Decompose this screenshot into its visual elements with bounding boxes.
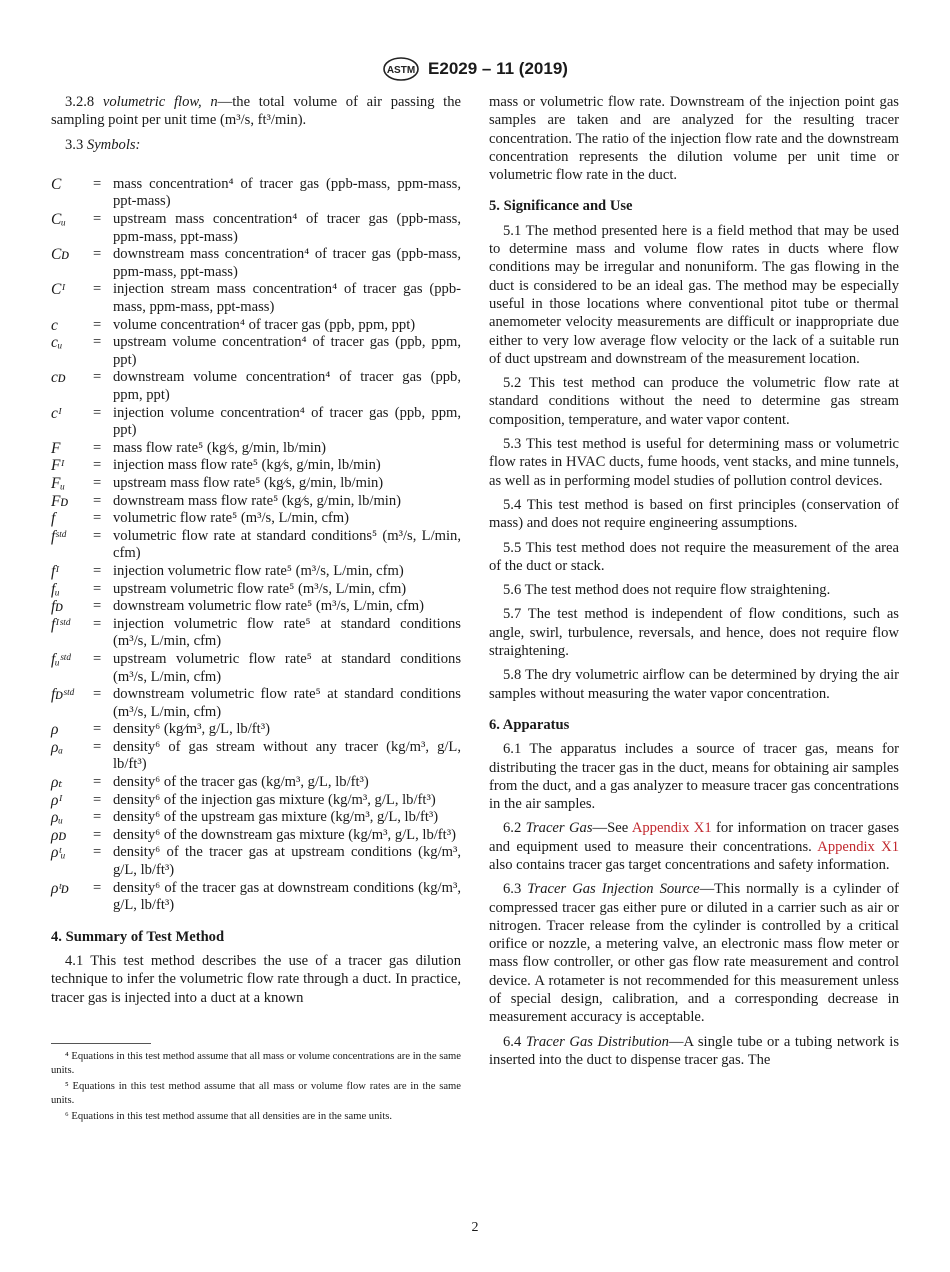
- paragraph-5-4: 5.4 This test method is based on first principles (conservation of mass) and does not require engineering assumptions.: [489, 496, 899, 532]
- symbol-row: [51, 176, 461, 211]
- symbol-row: [51, 774, 461, 792]
- symbol-definition: injection stream mass concentration⁴ of tracer gas (ppb-mass, ppm-mass, ppt-mass): [113, 281, 461, 316]
- symbol-row: [51, 317, 461, 335]
- symbol-equals: =: [93, 439, 102, 456]
- symbol-name: C: [51, 175, 62, 193]
- symbol-definition: injection volumetric flow rate⁵ (m³/s, L/min, cfm): [113, 562, 404, 579]
- symbol-definition: volume concentration⁴ of tracer gas (ppb, ppm, ppt): [113, 316, 416, 333]
- symbol-equals: =: [93, 281, 102, 298]
- symbol-row: [51, 475, 461, 493]
- paragraph-4-1: 4.1 This test method describes the use of a tracer gas dilution technique to infer the volumetric flow rate through a duct. In practice, tracer gas is injected into a duct at a known: [51, 953, 461, 1006]
- symbol-row: [51, 510, 461, 528]
- symbol-row: [51, 809, 461, 827]
- symbol-name: ρᵤ: [51, 809, 63, 827]
- symbol-definition: density⁶ of the tracer gas at downstream conditions (kg/m³, g/L, lb/ft³): [113, 879, 461, 914]
- symbol-name: Fᴅ: [51, 492, 69, 510]
- symbol-equals: =: [93, 686, 102, 703]
- symbol-definition: density⁶ of the downstream gas mixture (kg/m³, g/L, lb/ft³): [113, 826, 456, 843]
- symbol-equals: =: [93, 562, 102, 579]
- symbol-row: [51, 880, 461, 915]
- symbol-definition: upstream volumetric flow rate⁵ at standard conditions (m³/s, L/min, cfm): [113, 650, 461, 685]
- symbol-row: [51, 721, 461, 739]
- paragraph-5-2: 5.2 This test method can produce the volumetric flow rate at standard conditions without the need to determine gas stream composition, temperature, and water vapor content.: [489, 375, 899, 428]
- symbol-name: ρ: [51, 721, 59, 739]
- symbol-name: fᴅˢᵗᵈ: [51, 686, 74, 704]
- symbol-name: ρᴅ: [51, 826, 67, 844]
- symbol-row: [51, 369, 461, 404]
- symbol-name: ρᵗᴅ: [51, 879, 69, 897]
- left-column: [51, 93, 461, 1127]
- symbol-name: fᵤˢᵗᵈ: [51, 650, 71, 668]
- symbol-name: fᴵˢᵗᵈ: [51, 615, 71, 633]
- symbols-list: [51, 176, 461, 915]
- paragraph-4-1-continued: mass or volumetric flow rate. Downstream of the injection point gas samples are taken and are analyzed for the resulting tracer concentration. The ratio of the injection flow rate and the downstream concentration represents the dilution volume per unit time or volumetric flow rate in the duct.: [489, 94, 899, 184]
- symbol-equals: =: [93, 527, 102, 544]
- symbol-row: [51, 457, 461, 475]
- symbol-name: ρᵗᵤ: [51, 844, 66, 862]
- footnote-divider: [51, 1043, 151, 1044]
- symbol-definition: upstream volume concentration⁴ of tracer gas (ppb, ppm, ppt): [113, 334, 461, 368]
- page-header: [0, 57, 950, 81]
- symbol-row: [51, 246, 461, 281]
- footnote-5: ⁵ Equations in this test method assume that all mass or volume flow rates are in the same units.: [51, 1081, 461, 1106]
- symbol-definition: injection mass flow rate⁵ (kg⁄s, g/min, lb/min): [113, 457, 381, 474]
- paragraph-3-3: 3.3 Symbols:: [65, 136, 141, 153]
- symbol-equals: =: [93, 721, 102, 738]
- symbol-equals: =: [93, 211, 102, 228]
- symbol-definition: mass flow rate⁵ (kg⁄s, g/min, lb/min): [113, 439, 327, 456]
- symbol-name: Cᴅ: [51, 246, 70, 264]
- symbol-name: ρᴵ: [51, 791, 63, 809]
- symbol-definition: downstream volumetric flow rate⁵ (m³/s, L/min, cfm): [113, 598, 424, 615]
- symbol-equals: =: [93, 369, 102, 386]
- symbol-row: [51, 281, 461, 316]
- symbol-row: [51, 581, 461, 599]
- footnote-4: ⁴ Equations in this test method assume that all mass or volume concentrations are in the same units.: [51, 1051, 461, 1076]
- paragraph-5-8: 5.8 The dry volumetric airflow can be determined by drying the air samples without measuring the water vapor concentration.: [489, 667, 899, 702]
- symbol-name: fᵤ: [51, 580, 60, 598]
- astm-logo-icon: [382, 57, 420, 81]
- symbol-equals: =: [93, 598, 102, 615]
- symbol-definition: upstream volumetric flow rate⁵ (m³/s, L/min, cfm): [113, 580, 407, 597]
- symbol-equals: =: [93, 580, 102, 597]
- symbol-name: c: [51, 316, 58, 334]
- symbol-definition: density⁶ of the upstream gas mixture (kg/m³, g/L, lb/ft³): [113, 809, 439, 826]
- paragraph-5-5: 5.5 This test method does not require the measurement of the area of the duct or stack.: [489, 539, 899, 574]
- symbol-equals: =: [93, 175, 102, 192]
- paragraph-6-1: 6.1 The apparatus includes a source of tracer gas, means for distributing the tracer gas in the duct, means for obtaining air samples from the duct, and a gas analyzer to measure tracer gas concentrations in the air samples.: [489, 741, 899, 813]
- symbol-definition: downstream mass concentration⁴ of tracer gas (ppb-mass, ppm-mass, ppt-mass): [113, 246, 461, 280]
- symbol-name: ρₐ: [51, 738, 63, 756]
- symbol-equals: =: [93, 791, 102, 808]
- symbol-definition: downstream volume concentration⁴ of tracer gas (ppb, ppm, ppt): [113, 369, 461, 404]
- document-id: E2029 – 11 (2019): [428, 59, 568, 78]
- symbol-definition: density⁶ (kg⁄m³, g/L, lb/ft³): [113, 721, 270, 738]
- symbol-equals: =: [93, 809, 102, 826]
- right-column: [489, 93, 899, 1075]
- symbol-row: [51, 334, 461, 369]
- symbol-row: [51, 211, 461, 246]
- symbol-equals: =: [93, 246, 102, 263]
- symbol-name: f: [51, 510, 56, 528]
- section-4-heading: 4. Summary of Test Method: [51, 928, 225, 945]
- symbol-definition: upstream mass flow rate⁵ (kg⁄s, g/min, lb/min): [113, 474, 384, 491]
- appendix-x1-link[interactable]: Appendix X1: [631, 820, 712, 837]
- symbol-definition: upstream mass concentration⁴ of tracer gas (ppb-mass, ppm-mass, ppt-mass): [113, 211, 461, 245]
- symbol-equals: =: [93, 474, 102, 491]
- paragraph-3-2-8: 3.2.8 volumetric flow, n—the total volume of air passing the sampling point per unit time (m³/s, ft³/min).: [51, 94, 461, 129]
- symbol-definition: density⁶ of gas stream without any tracer (kg/m³, g/L, lb/ft³): [113, 738, 461, 773]
- paragraph-5-7: 5.7 The test method is independent of flow conditions, such as angle, swirl, turbulence, reversals, and hence, does not require flow straightening.: [489, 606, 899, 660]
- symbol-definition: density⁶ of the tracer gas (kg/m³, g/L, lb/ft³): [113, 774, 369, 791]
- symbol-row: [51, 739, 461, 774]
- paragraph-5-3: 5.3 This test method is useful for determining mass or volumetric flow rates in HVAC ducts, fume hoods, vent stacks, and mine tunnels, as well as in performing model studies of pollution control devices.: [489, 436, 899, 489]
- symbol-definition: downstream mass flow rate⁵ (kg⁄s, g/min, lb/min): [113, 492, 402, 509]
- svg-text:ASTM: ASTM: [386, 65, 416, 76]
- symbol-name: fˢᵗᵈ: [51, 527, 66, 545]
- symbol-row: [51, 598, 461, 616]
- symbol-name: fᴵ: [51, 562, 60, 580]
- symbol-definition: mass concentration⁴ of tracer gas (ppb-mass, ppm-mass, ppt-mass): [113, 175, 461, 210]
- symbol-definition: injection volume concentration⁴ of tracer gas (ppb, ppm, ppt): [113, 404, 461, 439]
- paragraph-5-1: 5.1 The method presented here is a field method that may be used to determine mass and volume flow rates in ducts where flow conditions may be irregular and nonuniform. The gas flowing in the duct is considered to be an ideal gas. The method may be especially useful in those locations where conventional pitot tube or thermal anemometer velocity measurements are difficult or inappropriate due either to very low average flow velocity or the lack of a suitable run of duct upstream and downstream of the measurement location.: [489, 222, 899, 367]
- symbol-name: Fᴵ: [51, 457, 65, 475]
- paragraph-6-4: 6.4 Tracer Gas Distribution—A single tube or a tubing network is inserted into the duct to dispense tracer gas. The: [489, 1033, 900, 1068]
- symbol-row: [51, 827, 461, 845]
- section-6-heading: 6. Apparatus: [489, 716, 570, 733]
- symbol-row: [51, 563, 461, 581]
- symbol-name: Fᵤ: [51, 474, 66, 492]
- symbol-row: [51, 528, 461, 563]
- symbol-equals: =: [93, 844, 102, 861]
- symbol-definition: injection volumetric flow rate⁵ at standard conditions (m³/s, L/min, cfm): [113, 615, 461, 650]
- symbol-name: cᵤ: [51, 334, 63, 352]
- symbol-equals: =: [93, 615, 102, 632]
- symbol-row: [51, 616, 461, 651]
- symbol-equals: =: [93, 650, 102, 667]
- symbol-definition: volumetric flow rate at standard conditions⁵ (m³/s, L/min, cfm): [113, 527, 461, 562]
- symbol-equals: =: [93, 492, 102, 509]
- section-5-heading: 5. Significance and Use: [489, 198, 633, 215]
- symbol-equals: =: [93, 738, 102, 755]
- symbol-row: [51, 440, 461, 458]
- symbol-row: [51, 493, 461, 511]
- symbol-equals: =: [93, 879, 102, 896]
- symbol-definition: downstream volumetric flow rate⁵ at standard conditions (m³/s, L/min, cfm): [113, 686, 461, 720]
- symbol-name: F: [51, 439, 61, 457]
- symbol-equals: =: [93, 826, 102, 843]
- symbol-definition: density⁶ of the injection gas mixture (kg/m³, g/L, lb/ft³): [113, 791, 436, 808]
- term-volumetric-flow: volumetric flow, n: [102, 94, 218, 110]
- symbol-row: [51, 651, 461, 686]
- paragraph-5-6: 5.6 The test method does not require flow straightening.: [503, 582, 831, 599]
- footnote-6: ⁶ Equations in this test method assume that all densities are in the same units.: [65, 1111, 393, 1123]
- symbol-equals: =: [93, 457, 102, 474]
- symbol-row: [51, 844, 461, 879]
- symbol-name: Cᵤ: [51, 211, 66, 229]
- symbol-row: [51, 686, 461, 721]
- symbol-equals: =: [93, 404, 102, 421]
- symbol-equals: =: [93, 316, 102, 333]
- paragraph-6-3: 6.3 Tracer Gas Injection Source—This normally is a cylinder of compressed tracer gas either pure or diluted in a carrier such as air or nitrogen. Tracer release from the cylinder is controlled by a critical orifice or nozzle, a metering valve, an electronic mass flow meter or mass flow controller, or other gas flow rate measurement and control device. A rotameter is not recommended for this measurement unless of special design, calibration, and a corresponding decrease in measurement accuracy is acceptable.: [489, 881, 900, 1026]
- symbol-definition: volumetric flow rate⁵ (m³/s, L/min, cfm): [113, 510, 350, 527]
- symbol-name: cᴵ: [51, 404, 62, 422]
- symbol-name: cᴅ: [51, 369, 66, 387]
- symbol-name: fᴅ: [51, 598, 64, 616]
- paragraph-6-2: 6.2 Tracer Gas—See Appendix X1 for information on tracer gases and equipment used to measure their concentrations. Appendix X1 also contains tracer gas target concentrations and safety information.: [489, 820, 900, 873]
- symbol-definition: density⁶ of the tracer gas at upstream conditions (kg/m³, g/L, lb/ft³): [113, 844, 461, 879]
- symbol-equals: =: [93, 510, 102, 527]
- symbol-name: Cᴵ: [51, 281, 66, 299]
- symbol-equals: =: [93, 334, 102, 351]
- appendix-x1-link-2[interactable]: Appendix X1: [817, 838, 900, 855]
- symbol-equals: =: [93, 774, 102, 791]
- symbol-row: [51, 405, 461, 440]
- page-number: 2: [471, 1220, 479, 1235]
- symbol-row: [51, 792, 461, 810]
- symbol-name: ρₜ: [51, 774, 63, 792]
